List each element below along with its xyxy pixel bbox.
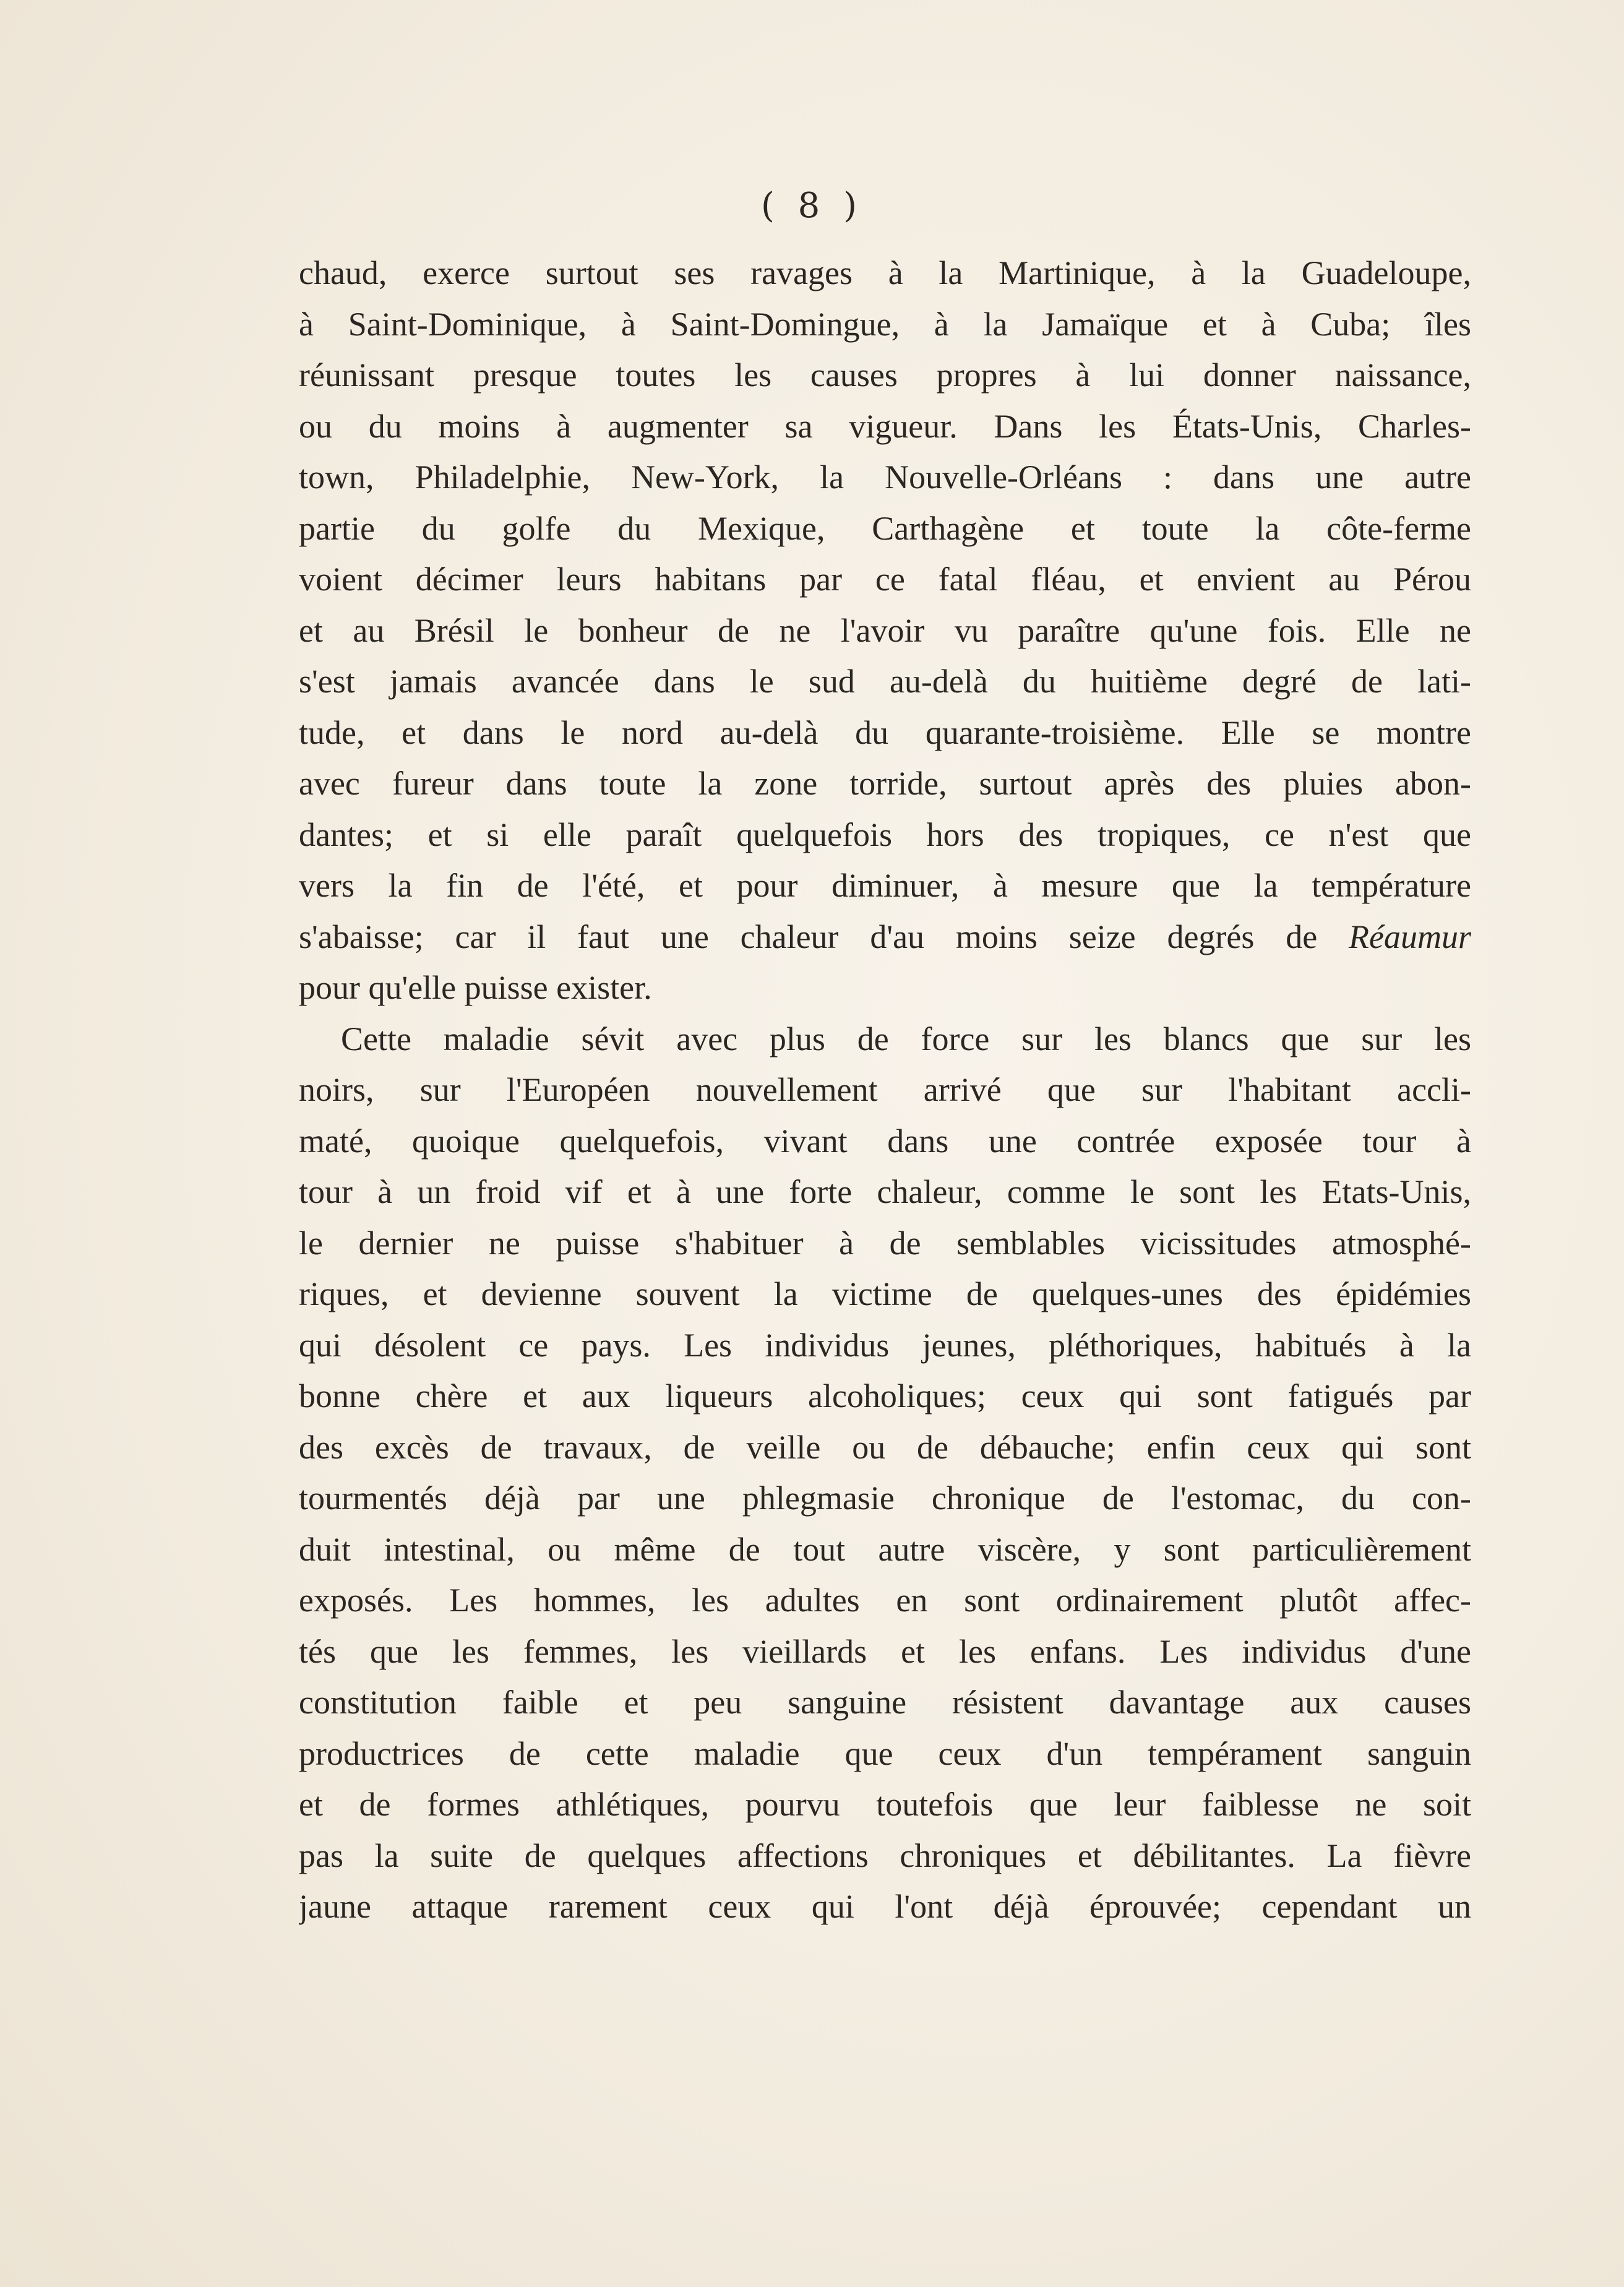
text-line: noirs, sur l'Européen nouvellement arrivé que sur l'habitant accli- [299,1071,1471,1108]
text-line: voient décimer leurs habitans par ce fatal fléau, et envient au Pérou [299,561,1471,598]
text-line: à Saint-Dominique, à Saint-Domingue, à la Jamaïque et à Cuba; îles [299,305,1471,343]
text-line: riques, et devienne souvent la victime de quelques-unes des épidémies [299,1275,1471,1312]
text-line: qui désolent ce pays. Les individus jeunes, pléthoriques, habitués à la [299,1326,1471,1364]
text-line: le dernier ne puisse s'habituer à de semblables vicissitudes atmosphé- [299,1224,1471,1262]
text-line: et de formes athlétiques, pourvu toutefois que leur faiblesse ne soit [299,1786,1471,1823]
text-line: duit intestinal, ou même de tout autre viscère, y sont particulièrement [299,1530,1471,1568]
text-line: s'est jamais avancée dans le sud au-delà du huitième degré de lati- [299,663,1471,700]
text-line: dantes; et si elle paraît quelquefois hors des tropiques, ce n'est que [299,816,1471,853]
text-line: pour qu'elle puisse exister. [299,969,652,1006]
text-line: partie du golfe du Mexique, Carthagène et toute la côte-ferme [299,509,1471,547]
text-line: town, Philadelphie, New-York, la Nouvelle-Orléans : dans une autre [299,459,1471,496]
text-line: exposés. Les hommes, les adultes en sont ordinairement plutôt affec- [299,1582,1471,1619]
text-line: chaud, exerce surtout ses ravages à la Martinique, à la Guadeloupe, [299,254,1471,291]
text-line: bonne chère et aux liqueurs alcoholiques; ceux qui sont fatigués par [299,1377,1471,1415]
text-line: tourmentés déjà par une phlegmasie chronique de l'estomac, du con- [299,1479,1471,1517]
text-line: avec fureur dans toute la zone torride, surtout après des pluies abon- [299,765,1471,802]
text-line: jaune attaque rarement ceux qui l'ont déjà éprouvée; cependant un [299,1888,1471,1925]
text-line: tés que les femmes, les vieillards et les enfans. Les individus d'une [299,1632,1471,1670]
text-line: pas la suite de quelques affections chroniques et débilitantes. La fièvre [299,1837,1471,1874]
text-line: productrices de cette maladie que ceux d'un tempérament sanguin [299,1734,1471,1772]
text-line: maté, quoique quelquefois, vivant dans une contrée exposée tour à [299,1122,1471,1160]
text-line: Cette maladie sévit avec plus de force sur les blancs que sur les [341,1020,1471,1057]
text-line: tude, et dans le nord au-delà du quarante-troisième. Elle se montre [299,713,1471,751]
text-fragment: s'abaisse; car il faut une chaleur d'au moins seize degrés de [299,918,1318,955]
text-line: ou du moins à augmenter sa vigueur. Dans les États-Unis, Charles- [299,407,1471,445]
paragraph-1 [299,248,1471,1014]
text-line: réunissant presque toutes les causes propres à lui donner naissance, [299,356,1471,394]
text-line: constitution faible et peu sanguine résistent davantage aux causes [299,1684,1471,1721]
page-number: ( 8 ) [761,186,863,226]
italic-term: Réaumur [1349,918,1471,955]
text-line: des excès de travaux, de veille ou de débauche; enfin ceux qui sont [299,1428,1471,1466]
text-line: et au Brésil le bonheur de ne l'avoir vu paraître qu'une fois. Elle ne [299,611,1471,649]
paragraph-2 [299,1014,1471,1932]
text-line: vers la fin de l'été, et pour diminuer, à mesure que la température [299,867,1471,904]
text-line-with-italic [299,911,1471,963]
text-line: tour à un froid vif et à une forte chaleur, comme le sont les Etats-Unis, [299,1173,1471,1210]
body-text [299,248,1471,1932]
